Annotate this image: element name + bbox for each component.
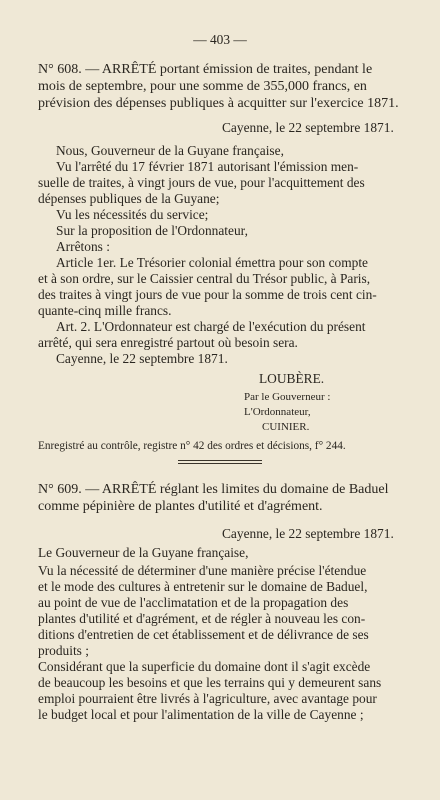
decree-608-body-line-12: Art. 2. L'Ordonnateur est chargé de l'exécution du présent xyxy=(56,319,366,334)
decree-608-body-line-3: suelle de traites, à vingt jours de vue, pour l'acquittement des xyxy=(38,175,365,190)
decree-608-body-line-1: Nous, Gouverneur de la Guyane française, xyxy=(56,143,284,158)
decree-608-body-line-5: Vu les nécessités du service; xyxy=(56,207,209,222)
decree-608-signer: LOUBÈRE. xyxy=(259,371,325,386)
decree-608-body-line-8: Article 1er. Le Trésorier colonial émettra pour son compte xyxy=(56,255,368,270)
decree-608-place-date: Cayenne, le 22 septembre 1871. xyxy=(222,120,394,135)
decree-609-body-line-4: au point de vue de l'acclimatation et de la propagation des xyxy=(38,595,349,610)
decree-609-title-line-2: comme pépinière de plantes d'utilité et d'agrément. xyxy=(38,499,323,514)
decree-608-title-line-3: prévision des dépenses publiques à acquitter sur l'exercice 1871. xyxy=(38,96,399,111)
decree-609-body-line-9: de beaucoup les besoins et que les terrains qui y demeurent sans xyxy=(38,675,382,690)
decree-608-title-line-1: N° 608. — ARRÊTÉ portant émission de traites, pendant le xyxy=(38,62,373,77)
decree-608-body-line-7: Arrêtons : xyxy=(56,239,110,254)
decree-609-body-line-6: ditions d'entretien de cet établissement et de délivrance de ses xyxy=(38,627,369,642)
decree-609-body-line-1: Le Gouverneur de la Guyane française, xyxy=(38,545,249,560)
decree-609-body-line-2: Vu la nécessité de déterminer d'une manière précise l'étendue xyxy=(38,563,367,578)
decree-608-body-line-14: Cayenne, le 22 septembre 1871. xyxy=(56,351,228,366)
decree-609-body-line-5: plantes d'utilité et d'agrément, et de régler à nouveau les con- xyxy=(38,611,366,626)
decree-609-body-line-8: Considérant que la superficie du domaine dont il s'agit excède xyxy=(38,659,371,674)
section-separator xyxy=(178,460,262,461)
decree-609-title-line-1: N° 609. — ARRÊTÉ réglant les limites du domaine de Baduel xyxy=(38,482,389,497)
decree-608-countersign-line-2: L'Ordonnateur, xyxy=(244,406,311,418)
decree-608-countersign-line-3: CUINIER. xyxy=(262,421,310,433)
decree-608-registration: Enregistré au contrôle, registre n° 42 des ordres et décisions, f° 244. xyxy=(38,440,346,452)
decree-608-body-line-6: Sur la proposition de l'Ordonnateur, xyxy=(56,223,248,238)
page-number: — 403 — xyxy=(193,32,247,47)
decree-608-body-line-13: arrêté, qui sera enregistré partout où besoin sera. xyxy=(38,335,298,350)
decree-609-place-date: Cayenne, le 22 septembre 1871. xyxy=(222,526,394,541)
decree-608-body-line-10: des traites à vingt jours de vue pour la somme de trois cent cin- xyxy=(38,287,377,302)
decree-608-body-line-11: quante-cinq mille francs. xyxy=(38,303,172,318)
decree-608-body-line-9: et à son ordre, sur le Caissier central du Trésor public, à Paris, xyxy=(38,271,371,286)
decree-608-body-line-4: dépenses publiques de la Guyane; xyxy=(38,191,220,206)
decree-608-body-line-2: Vu l'arrêté du 17 février 1871 autorisant l'émission men- xyxy=(56,159,359,174)
decree-608-title-line-2: mois de septembre, pour une somme de 355,000 francs, en xyxy=(38,79,367,94)
section-separator-line-2 xyxy=(178,463,262,464)
decree-609-body-line-3: et le mode des cultures à entretenir sur le domaine de Baduel, xyxy=(38,579,368,594)
decree-609-body-line-10: emploi pourraient être livrés à l'agriculture, avec avantage pour xyxy=(38,691,377,706)
decree-609-body-line-7: produits ; xyxy=(38,643,89,658)
decree-608-countersign-line-1: Par le Gouverneur : xyxy=(244,391,331,403)
decree-609-body-line-11: le budget local et pour l'alimentation de la ville de Cayenne ; xyxy=(38,707,364,722)
